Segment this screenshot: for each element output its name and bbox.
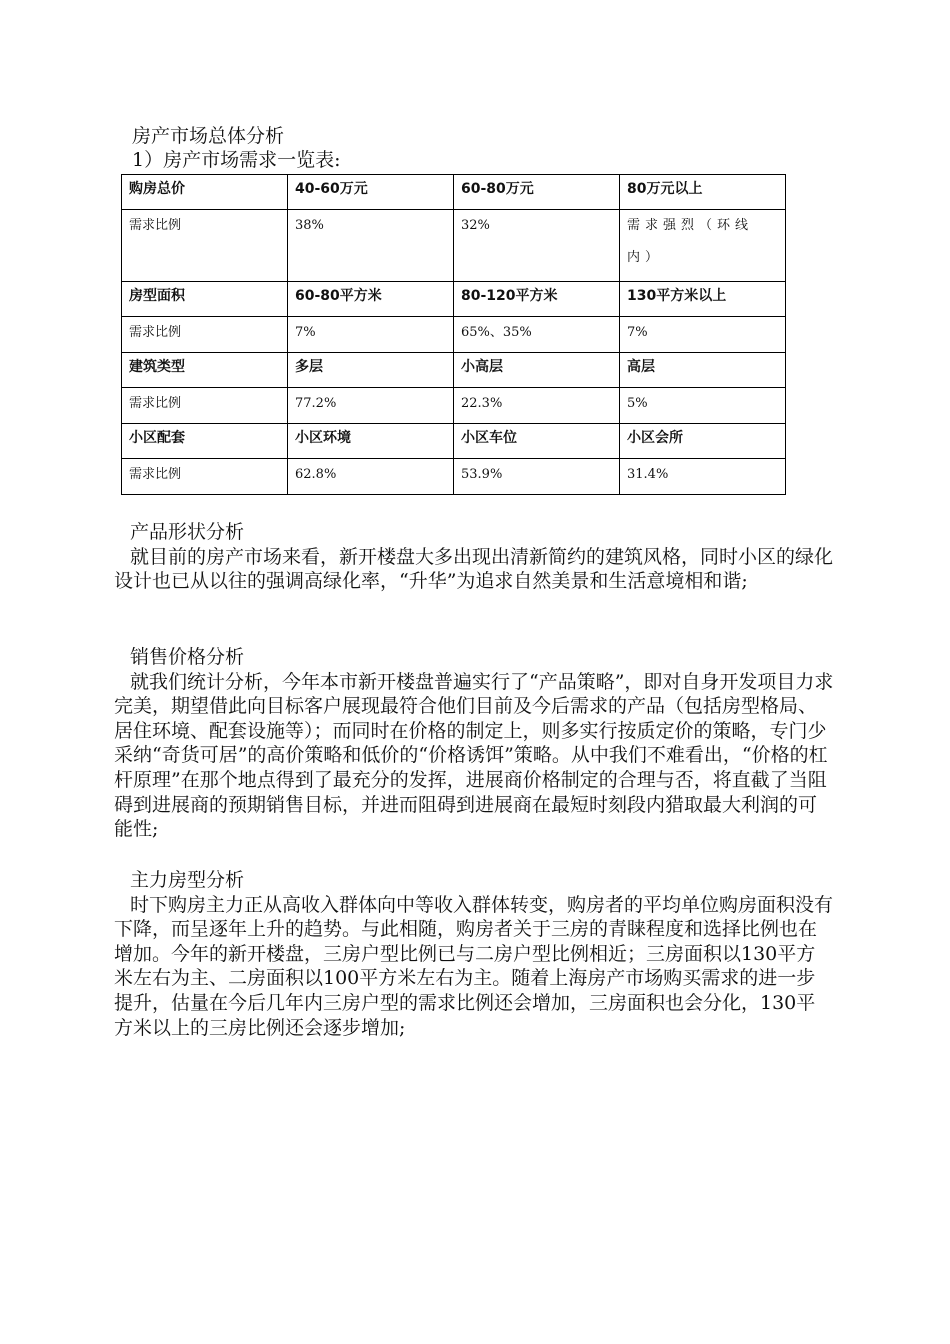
- table-cell: 65%、35%: [454, 317, 620, 353]
- table-row: [122, 317, 786, 353]
- table-cell: 小区环境: [288, 424, 454, 459]
- table-cell: 60-80平方米: [288, 282, 454, 317]
- table-cell: 60-80万元: [454, 175, 620, 210]
- section-price-analysis: [114, 645, 834, 842]
- table-cell: 多层: [288, 353, 454, 388]
- table-cell: 5%: [620, 388, 786, 424]
- table-cell: 小高层: [454, 353, 620, 388]
- section-title: 主力房型分析: [130, 869, 245, 891]
- table-cell: 购房总价: [122, 175, 288, 210]
- table-cell: 32%: [454, 210, 620, 282]
- table-cell: 需求比例: [122, 317, 288, 353]
- table-cell: 80万元以上: [620, 175, 786, 210]
- table-cell: 7%: [620, 317, 786, 353]
- table-header-row: [122, 175, 786, 210]
- table-cell: 小区会所: [620, 424, 786, 459]
- table-cell: 62.8%: [288, 459, 454, 495]
- table-header-row: [122, 424, 786, 459]
- section-body: 就我们统计分析，今年本市新开楼盘普遍实行了“产品策略”，即对自身开发项目力求完美，期望借此向目标客户展现最符合他们目前及今后需求的产品（包括房型格局、居住环境、配套设施等）；而同时在价格的制定上，则多实行按质定价的策略，专门少采纳“奇货可居”的高价策略和低价的“价格诱饵”策略。从中我们不难看出，“价格的杠杆原理”在那个地点得到了最充分的发挥，进展商价格制定的合理与否，将直截了当阻碍到进展商的预期销售目标，并进而阻碍到进展商在最短时刻段内猎取最大利润的可能性;: [114, 670, 834, 841]
- table-cell: 80-120平方米: [454, 282, 620, 317]
- table-cell: 7%: [288, 317, 454, 353]
- table-cell: 77.2%: [288, 388, 454, 424]
- section-body: 时下购房主力正从高收入群体向中等收入群体转变，购房者的平均单位购房面积没有下降，而呈逐年上升的趋势。与此相随，购房者关于三房的青睐程度和选择比例也在增加。今年的新开楼盘，三房户型比例已与二房户型比例相近；三房面积以130平方米左右为主、二房面积以100平方米左右为主。随着上海房产市场购买需求的进一步提升，估量在今后几年内三房户型的需求比例还会增加，三房面积也会分化，130平方米以上的三房比例还会逐步增加;: [114, 893, 834, 1039]
- table-cell: 130平方米以上: [620, 282, 786, 317]
- section-title: 产品形状分析: [130, 521, 245, 543]
- section-product-analysis: [114, 520, 834, 594]
- table-cell: 建筑类型: [122, 353, 288, 388]
- table-cell: 40-60万元: [288, 175, 454, 210]
- table-cell: 31.4%: [620, 459, 786, 495]
- table-cell: 需求比例: [122, 210, 288, 282]
- table-row: [122, 459, 786, 495]
- table-cell: 高层: [620, 353, 786, 388]
- table-header-row: [122, 353, 786, 388]
- table-cell: 小区配套: [122, 424, 288, 459]
- section-title: 销售价格分析: [130, 646, 245, 668]
- page-title: 房产市场总体分析: [132, 125, 285, 147]
- table-cell: 53.9%: [454, 459, 620, 495]
- table-cell: 小区车位: [454, 424, 620, 459]
- table-row: [122, 210, 786, 282]
- table-cell: 需求比例: [122, 459, 288, 495]
- section-unit-type-analysis: [114, 868, 834, 1040]
- table-cell: 需求比例: [122, 388, 288, 424]
- table-cell: 22.3%: [454, 388, 620, 424]
- table-caption: 1）房产市场需求一览表:: [132, 149, 341, 171]
- table-row: [122, 388, 786, 424]
- table-cell: 38%: [288, 210, 454, 282]
- table-cell: 房型面积: [122, 282, 288, 317]
- table-header-row: [122, 282, 786, 317]
- table-cell: 需求强烈（环线内）: [620, 210, 786, 282]
- section-body: 就目前的房产市场来看，新开楼盘大多出现出清新简约的建筑风格，同时小区的绿化设计也已从以往的强调高绿化率，“升华”为追求自然美景和生活意境相和谐;: [114, 545, 834, 593]
- demand-table: [121, 174, 786, 495]
